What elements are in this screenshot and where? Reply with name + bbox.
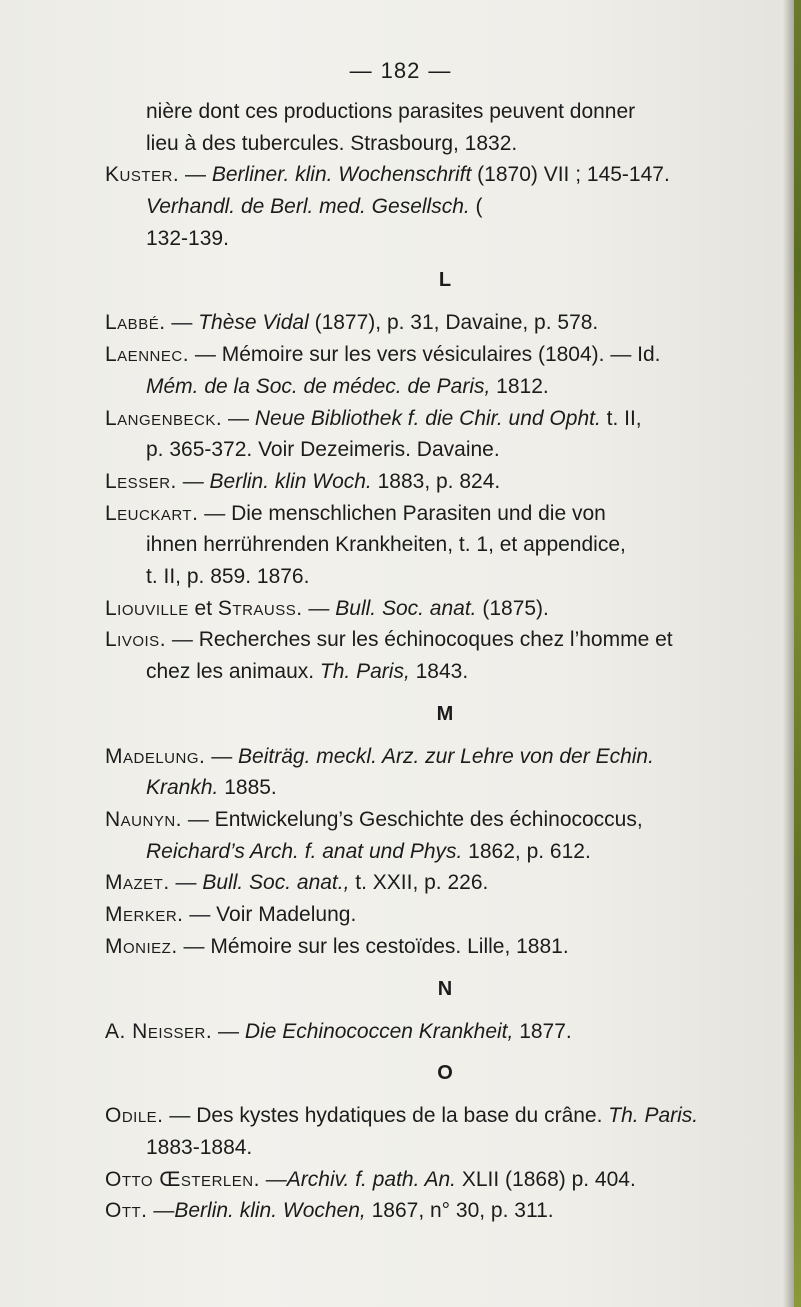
text-line xyxy=(105,96,745,128)
binding-edge xyxy=(794,0,801,1307)
journal-title: Berlin. klin Woch. xyxy=(209,469,372,493)
dash: — xyxy=(147,1199,175,1223)
author-name: Mazet. xyxy=(105,871,170,895)
citation-detail: (1870) VII ; 145-147. xyxy=(471,163,670,187)
bib-entry-langenbeck xyxy=(105,403,745,435)
section-letter-m: M xyxy=(436,702,454,725)
text-line xyxy=(105,656,745,688)
author-name: Madelung. xyxy=(105,744,206,768)
bib-entry-kuster xyxy=(105,159,745,191)
bib-entry-mazet xyxy=(105,867,745,899)
text-line xyxy=(105,529,745,561)
journal-title: Mém. de la Soc. de médec. de Paris, xyxy=(146,374,491,398)
author-name: Lesser. xyxy=(105,469,177,493)
dash: — xyxy=(302,596,336,620)
bib-entry-madelung xyxy=(105,741,745,773)
citation-detail: chez les animaux. xyxy=(146,660,320,683)
citation-detail: 1883, p. 824. xyxy=(371,469,501,493)
citation-detail: XLII (1868) p. 404. xyxy=(456,1167,636,1191)
author-name: Labbé. xyxy=(105,311,166,335)
author-name: Merker. xyxy=(105,903,184,927)
bibliography-body xyxy=(105,96,745,1227)
section-letter-n: N xyxy=(437,977,453,1000)
bib-entry-labbe xyxy=(105,307,745,339)
work-title: Thèse Vidal xyxy=(198,311,309,335)
header-dash-right: — xyxy=(428,58,452,83)
text-line xyxy=(105,223,745,255)
bib-entry-laennec xyxy=(105,339,745,371)
bib-entry-otto-oesterlen xyxy=(105,1164,745,1196)
journal-title: Bull. Soc. anat. xyxy=(335,596,477,620)
text-line xyxy=(105,772,745,804)
journal-title: Neue Bibliothek f. die Chir. und Opht. xyxy=(254,406,601,430)
work-title: Th. Paris, xyxy=(319,660,410,683)
citation-detail: 1862, p. 612. xyxy=(462,839,591,863)
author-name: Leuckart. xyxy=(105,501,199,525)
author-name: Odile. xyxy=(105,1104,164,1128)
bib-entry-leuckart xyxy=(105,498,745,530)
journal-title: Berlin. klin. Wochen, xyxy=(174,1199,366,1223)
dash: — xyxy=(176,469,210,493)
citation-detail: (1875). xyxy=(476,596,549,620)
author-name: Moniez. xyxy=(105,934,178,958)
citation-detail: 1877. xyxy=(513,1019,572,1043)
dash: — xyxy=(259,1167,287,1191)
dash: — xyxy=(179,163,212,187)
citation-detail: 1867, n° 30, p. 311. xyxy=(365,1199,554,1223)
citation-detail: p. 365-372. Voir Dezeimeris. Davaine. xyxy=(146,438,500,462)
bib-entry-lesser xyxy=(105,466,745,498)
journal-title: Reichard’s Arch. f. anat und Phys. xyxy=(146,839,463,863)
text-line xyxy=(105,191,745,223)
citation-detail: ihnen herrührenden Krankheiten, t. 1, et appendice, xyxy=(146,533,626,557)
text-line xyxy=(105,561,745,593)
citation-detail: 1883-1884. xyxy=(146,1135,253,1159)
author-name: Ott. xyxy=(105,1199,148,1223)
citation-detail: — Mémoire sur les cestoïdes. Lille, 1881. xyxy=(177,934,569,958)
citation-detail: — Mémoire sur les vers vésiculaires (1804). — Id. xyxy=(189,343,661,367)
citation-detail: 1885. xyxy=(218,776,277,800)
citation-detail: 1843. xyxy=(409,660,469,683)
citation-detail: 1812. xyxy=(490,374,549,398)
citation-detail: — Die menschlichen Parasiten und die von xyxy=(198,501,606,525)
author-name: Langenbeck. xyxy=(105,406,223,430)
author-name: Strauss. xyxy=(217,596,303,620)
bib-entry-odile xyxy=(105,1100,745,1132)
journal-title: Berliner. klin. Wochenschrift xyxy=(211,163,472,187)
bib-entry-naunyn xyxy=(105,804,745,836)
section-letter-l: L xyxy=(438,269,452,292)
citation-detail: — Voir Madelung. xyxy=(183,903,357,927)
author-name: Naunyn. xyxy=(105,808,183,832)
header-dash-left: — xyxy=(349,58,373,83)
author-name: Liouville xyxy=(105,596,189,620)
journal-title: Verhandl. de Berl. med. Gesellsch. xyxy=(146,195,470,219)
author-name: Livois. xyxy=(105,628,167,652)
journal-title: Bull. Soc. anat., xyxy=(202,871,350,895)
text-line xyxy=(105,1132,745,1164)
citation-detail: t. II, p. 859. 1876. xyxy=(146,564,310,588)
citation-detail: — Des kystes hydatiques de la base du crâne. xyxy=(163,1104,609,1128)
continuation-text: lieu à des tubercules. Strasbourg, 1832. xyxy=(146,131,518,155)
citation-detail: ( xyxy=(469,195,483,219)
author-name: Otto Œsterlen. xyxy=(105,1167,260,1191)
author-name: Laennec. xyxy=(105,343,190,367)
dash: — xyxy=(169,871,203,895)
conjunction: et xyxy=(188,596,218,620)
journal-title: Archiv. f. path. An. xyxy=(286,1167,457,1191)
author-name: A. Neisser. xyxy=(105,1019,213,1043)
bib-entry-liouville xyxy=(105,593,745,625)
text-line xyxy=(105,836,745,868)
dash: — xyxy=(205,744,239,768)
text-line xyxy=(105,128,745,160)
citation-detail: (1877), p. 31, Davaine, p. 578. xyxy=(308,311,599,335)
bib-entry-moniez xyxy=(105,931,745,963)
citation-detail: 132-139. xyxy=(146,226,229,250)
text-line xyxy=(105,371,745,403)
dash: — xyxy=(222,406,255,430)
work-title: Die Echinococcen Krankheit, xyxy=(244,1019,514,1043)
dash: — xyxy=(212,1019,245,1043)
dash: — xyxy=(165,311,199,335)
page-number: 182 xyxy=(380,58,421,83)
journal-title: Krankh. xyxy=(146,776,219,800)
bib-entry-ott xyxy=(105,1195,745,1227)
section-letter-o: O xyxy=(437,1062,453,1085)
bib-entry-livois xyxy=(105,624,745,656)
page-header xyxy=(0,58,801,84)
author-name: Kuster. xyxy=(105,163,180,187)
continuation-text: nière dont ces productions parasites peuvent donner xyxy=(146,100,636,123)
text-line xyxy=(105,434,745,466)
citation-detail: — Entwickelung’s Geschichte des échinococcus, xyxy=(182,808,643,832)
citation-detail: t. XXII, p. 226. xyxy=(349,871,489,895)
citation-detail: t. II, xyxy=(600,406,642,430)
work-title: Th. Paris. xyxy=(608,1104,699,1128)
bib-entry-merker xyxy=(105,899,745,931)
journal-title: Beiträg. meckl. Arz. zur Lehre von der Echin. xyxy=(238,744,654,768)
citation-detail: — Recherches sur les échinocoques chez l’homme et xyxy=(166,628,673,652)
bib-entry-neisser xyxy=(105,1016,745,1048)
